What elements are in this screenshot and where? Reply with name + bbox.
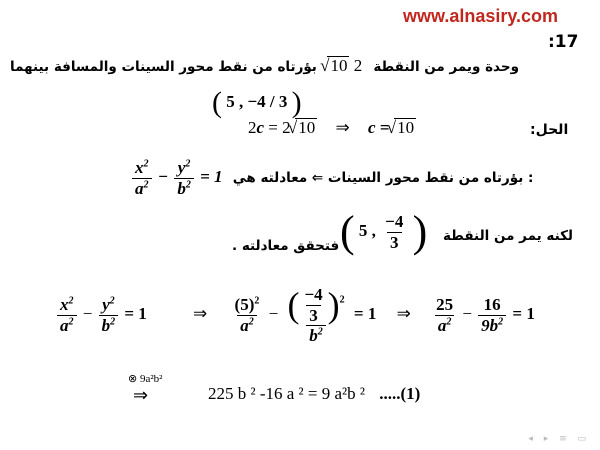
slide-nav-icons[interactable]: ◂ ▸ ≡ ▭ <box>528 434 590 444</box>
final-equation: 225 b ² -16 a ² = 9 a²b ² .....(1) <box>208 384 421 403</box>
standard-form: $\frac{x^2}{a^2}$ − $\frac{y^2}{b^2}$ = 1 <box>130 167 227 186</box>
multiply-note: ⊗ 9a²b² <box>128 373 163 385</box>
problem-number: :17 <box>548 32 579 52</box>
substitution-line: $\frac{x^2}{a^2}$ − $\frac{y^2}{b^2}$ = 1 ⇒ $\frac{(5)^2}{a^2}$ − ( $\frac{-4}{3}$ )$^2$ $b^2$ = 1 ⇒ $\frac{25}{a^2}$ − $\frac{16}{9b^2}$ = 1 <box>55 285 535 346</box>
website-watermark: www.alnasiry.com <box>403 6 559 26</box>
point-two: ( 5 , $\frac{-4}{3}$ ) <box>340 207 428 256</box>
satisfies-text: فتحقق معادلته . <box>232 238 340 254</box>
problem-statement <box>10 56 519 76</box>
standard-form-line <box>130 158 533 198</box>
c-equation: 2c = 2 √ 10 ⇒ c = √ 10 <box>248 118 416 138</box>
sqrt-symbol: √ 10 <box>327 56 349 76</box>
final-arrow: ⇒ <box>133 385 149 405</box>
statement-text: بؤرتاه من نقط محور السينات والمسافة بينهما <box>10 59 317 75</box>
given-point: ( 5 , −4 / 3 ) <box>212 86 302 119</box>
foci-text: بؤرتاه من نقط محور السينات ⇐ معادلته هي : <box>232 169 534 186</box>
passes-through-text: لكنه يمر من النقطة <box>443 228 574 244</box>
unit-text: وحدة ويمر من النقطة <box>373 59 519 75</box>
solution-label: الحل: <box>530 122 569 138</box>
distance-value: 2 √ 10 <box>323 56 362 75</box>
